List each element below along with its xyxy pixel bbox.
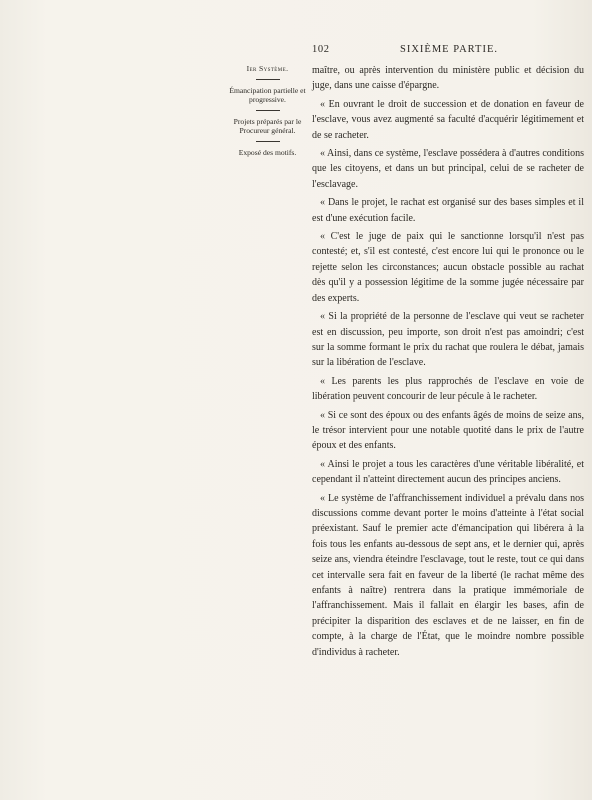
paragraph: « Les parents les plus rapprochés de l'esclave en voie de libération peuvent concourir de leur pécule à le racheter. (312, 375, 584, 403)
margin-note-system: Ier Système. (246, 64, 289, 73)
paragraph: « Le système de l'affranchissement individuel a prévalu dans nos discussions comme devant porter le moins d'atteinte à l'état social préexistant. Sauf le premier acte d'émancipation qui libérera à la fois tous les enfants au-dessous de sept ans, et le dernier qui, après seize ans, viendra éteindre l'esclavage, tout le reste, tout ce qui dans cet intervalle sera fait en faveur de la liberté (le rachat même des enfants à naître) rentrera dans la pratique immémoriale de l'affranchissement. Mais il fallait en élargir les bases, afin de précipiter la disparition des esclaves et de ne laisser, en fin de compte, à la charge de l'État, que le moindre nombre possible d'individus à racheter. (312, 492, 584, 658)
paragraph: « Ainsi, dans ce système, l'esclave possédera à d'autres conditions que les citoyens, et dans un but principal, celui de se racheter de l'esclavage. (312, 148, 584, 190)
paragraph: « Dans le projet, le rachat est organisé sur des bases simples et il est d'une exécution facile. (312, 197, 584, 224)
margin-divider (256, 141, 280, 142)
page-number: 102 (312, 44, 330, 55)
margin-note-emancipation: Émancipation partielle et progressive. (229, 85, 306, 105)
margin-note-projets: Projets préparés par le Procureur général. (233, 116, 302, 136)
margin-divider (256, 110, 280, 111)
paragraph: « En ouvrant le droit de succession et de donation en faveur de l'esclave, vous avez augmenté sa faculté d'acquérir légitimement et de se racheter. (312, 98, 584, 141)
paragraph: « Ainsi le projet a tous les caractères d'une véritable libéralité, et cependant il n'atteint directement aucun des principes anciens. (312, 458, 584, 486)
paragraph: « Si ce sont des époux ou des enfants âgés de moins de seize ans, le trésor intervient pour une notable quotité dans le prix de l'autre époux et des enfants. (312, 409, 584, 452)
paragraph: maître, ou après intervention du ministère public et décision du juge, dans une caisse d'épargne. (312, 65, 584, 92)
margin-note-expose: Exposé des motifs. (238, 147, 297, 157)
margin-divider (256, 79, 280, 80)
main-text (312, 63, 584, 663)
running-title: SIXIÈME PARTIE. (400, 44, 498, 55)
paragraph: « Si la propriété de la personne de l'esclave qui veut se racheter est en discussion, peu importe, son droit n'est pas amoindri; c'est sur la somme formant le prix du rachat que roulera le débat, jamais sur la libération de l'esclave. (312, 311, 584, 369)
paragraph: « C'est le juge de paix qui le sanctionne lorsqu'il n'est pas contesté; et, s'il est contesté, c'est encore lui qui le prononce ou le rejette selon les circonstances; aucun obstacle possible au rachat dès qu'il y a possession légitime de la somme jugée nécessaire par des experts. (312, 231, 584, 304)
margin-notes (225, 64, 310, 158)
